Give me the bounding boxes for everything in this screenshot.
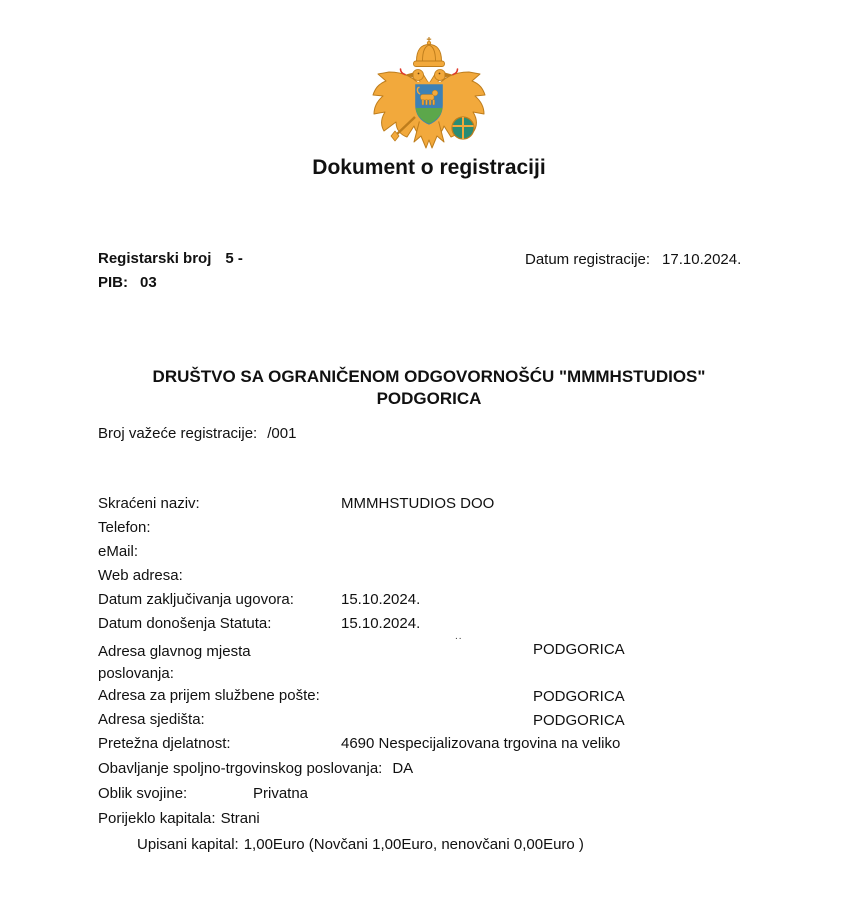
capital-origin-row: [98, 810, 260, 827]
shield: [414, 83, 444, 126]
registration-number-value: 5 -: [225, 250, 243, 267]
capital-row: [137, 836, 584, 853]
crown-icon: [414, 37, 445, 67]
capital-origin-label: Porijeklo kapitala:: [98, 810, 216, 827]
short-name-value: MMMHSTUDIOS DOO: [341, 495, 495, 512]
foreign-trade-label: Obavljanje spoljno-trgovinskog poslovanja:: [98, 760, 383, 777]
email-label: eMail:: [98, 543, 139, 560]
mail-address-value: PODGORICA: [533, 688, 625, 705]
valid-registration-value: /001: [267, 425, 297, 442]
stray-mark: ..: [455, 631, 463, 642]
seat-address-value: PODGORICA: [533, 712, 625, 729]
orb: [452, 117, 474, 139]
company-heading-line1: DRUŠTVO SA OGRANIČENOM ODGOVORNOŠĆU "MMMHSTUDIOS": [152, 367, 706, 386]
statute-date-label: Datum donošenja Statuta:: [98, 615, 272, 632]
pib-row: [98, 274, 157, 291]
registration-date-row: [525, 251, 741, 268]
company-heading-line2: PODGORICA: [376, 389, 482, 408]
capital-value: 1,00Euro (Novčani 1,00Euro, nenovčani 0,00Euro ): [243, 836, 584, 853]
registration-number-row: [98, 250, 243, 267]
contract-date-label: Datum zaključivanja ugovora:: [98, 591, 294, 608]
montenegro-coat-of-arms: [371, 37, 487, 155]
valid-registration-label: Broj važeće registracije:: [98, 425, 258, 442]
document-title: Dokument o registraciji: [312, 156, 546, 179]
foreign-trade-row: [98, 760, 413, 777]
valid-registration-row: [98, 425, 296, 442]
foreign-trade-value: DA: [392, 760, 414, 777]
registration-date-label: Datum registracije:: [525, 251, 651, 268]
main-place-label-line2: poslovanja:: [98, 665, 174, 682]
pib-label: PIB:: [98, 274, 128, 291]
main-place-label: [98, 641, 251, 685]
statute-date-value: 15.10.2024.: [341, 615, 421, 632]
short-name-label: Skraćeni naziv:: [98, 495, 200, 512]
capital-origin-value: Strani: [220, 810, 260, 827]
main-place-label-line1: Adresa glavnog mjesta: [98, 643, 251, 660]
web-address-label: Web adresa:: [98, 567, 183, 584]
contract-date-value: 15.10.2024.: [341, 591, 421, 608]
seat-address-label: Adresa sjedišta:: [98, 711, 205, 728]
registration-number-label: Registarski broj: [98, 250, 212, 267]
pib-value: 03: [140, 274, 157, 291]
main-place-value: PODGORICA: [533, 641, 625, 658]
ownership-value: Privatna: [253, 785, 309, 802]
registration-date-value: 17.10.2024.: [662, 251, 742, 268]
main-activity-value: 4690 Nespecijalizovana trgovina na veliko: [341, 735, 621, 752]
ownership-label: Oblik svojine:: [98, 785, 188, 802]
main-activity-label: Pretežna djelatnost:: [98, 735, 231, 752]
company-heading: [0, 366, 858, 410]
phone-label: Telefon:: [98, 519, 151, 536]
mail-address-label: Adresa za prijem službene pošte:: [98, 687, 320, 704]
capital-label: Upisani kapital:: [137, 836, 239, 853]
